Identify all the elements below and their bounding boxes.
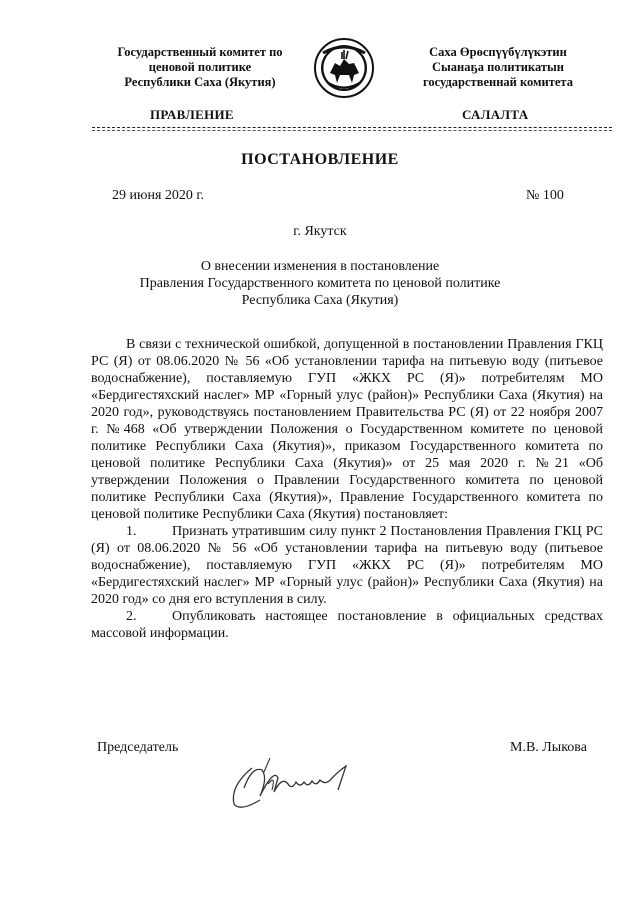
header-divider-secondary <box>92 130 612 131</box>
handwritten-signature <box>222 748 382 818</box>
resolution-item <box>91 608 603 642</box>
resolution-item <box>91 523 603 608</box>
signatory-name: М.В. Лыкова <box>510 740 587 755</box>
preamble-paragraph: В связи с технической ошибкой, допущенной в постановлении Правления ГКЦ РС (Я) от 08.06.2020 № 56 «Об установлении тарифа на питьевую воду (питьевое водоснабжение), поставляемую ГУП «ЖКХ РС (Я)» потребителям МО «Бердигестяхский наслег» МР «Горный улус (район)» Республики Саха (Якутия) на 2020 год», руководствуясь постановлением Правительства РС (Я) от 22 ноября 2007 г. №468 «Об утверждении Положения о Государственном комитете по ценовой политике Республики Саха (Якутия)», приказом Государственного комитета по ценовой политике Республики Саха (Якутия)» от 25 мая 2020 г. №21 «Об утверждении Положения о Правлении Государственного комитета по ценовой политике Республики Саха (Якутия)», Правление Государственного комитета по ценовой политике Республики Саха (Якутия) постановляет: <box>91 337 603 522</box>
org-body-right: САЛАЛТА <box>462 107 529 122</box>
header-left-line: Государственный комитет по <box>117 45 283 59</box>
document-title: ПОСТАНОВЛЕНИЕ <box>241 151 399 168</box>
org-body-left: ПРАВЛЕНИЕ <box>150 107 234 122</box>
item-number: 2. <box>126 609 137 624</box>
header-left-line: ценовой политике <box>148 60 252 74</box>
coat-of-arms-icon <box>313 37 375 99</box>
subject-line: Республика Саха (Якутия) <box>241 293 399 308</box>
header-left-authority <box>100 45 300 90</box>
signatory-position: Председатель <box>97 740 179 755</box>
header-divider <box>92 127 612 128</box>
document-date: 29 июня 2020 г. <box>112 188 205 203</box>
item-text: Признать утратившим силу пункт 2 Постановления Правления ГКЦ РС (Я) от 08.06.2020 № 56 «Об установлении тарифа на питьевую воду (питьевое водоснабжение), поставляемую ГУП «ЖКХ РС (Я)» потребителям МО «Бердигестяхский наслег» МР «Горный улус (район)» Республики Саха (Якутия) на 2020 год» со дня его вступления в силу. <box>91 524 603 607</box>
header-right-authority <box>398 45 598 90</box>
header-right-line: Сыанаҕа политикатын <box>432 60 564 74</box>
header-left-line: Республики Саха (Якутия) <box>124 75 276 89</box>
subject-line: Правления Государственного комитета по ценовой политике <box>139 276 501 291</box>
header-right-line: государственнай комитета <box>423 75 573 89</box>
item-number: 1. <box>126 524 137 539</box>
subject-line: О внесении изменения в постановление <box>200 259 440 274</box>
document-subject <box>0 258 640 309</box>
document-number: № 100 <box>526 188 564 203</box>
header-right-line: Саха Өрөспүүбүлүкэтин <box>429 45 567 59</box>
document-body <box>91 336 603 642</box>
document-city: г. Якутск <box>293 224 347 239</box>
item-text: Опубликовать настоящее постановление в официальных средствах массовой информации. <box>91 609 603 641</box>
